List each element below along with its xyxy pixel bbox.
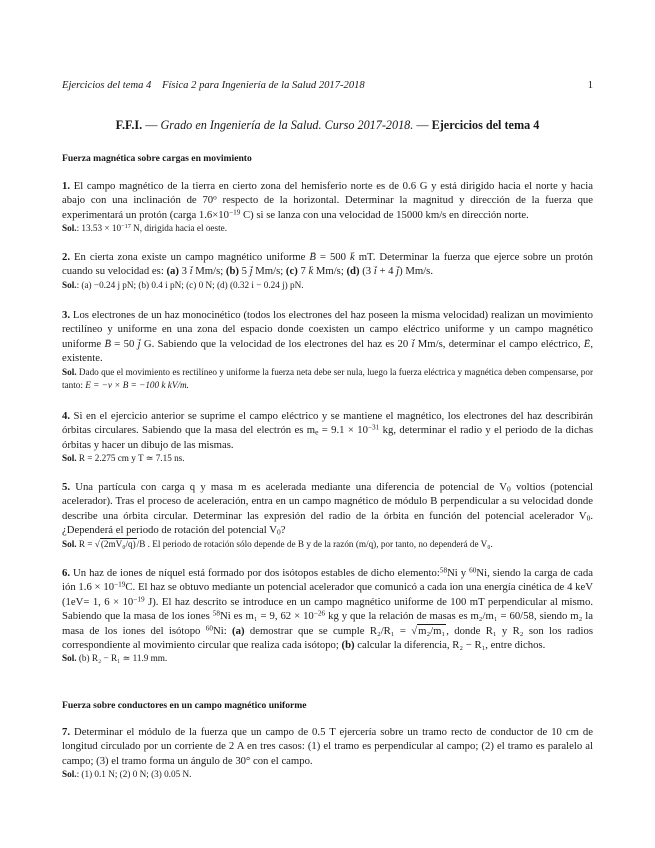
page-number: 1 [587,80,593,91]
section-heading-1: Fuerza magnética sobre cargas en movimiento [62,153,252,164]
problem-2: 2. En cierta zona existe un campo magnético uniforme → B = 500 → k mT. Determinar la fuerza que ejerce sobre un protón cuando su velocidad es: (a) 3 → i Mm/s; (b) 5 → j Mm/s; (c) 7 → k Mm/s; (d) (3 → i + 4 → j) Mm/s. Sol.: (a) −0.24 j pN; (b) 0.4 i pN; (c) 0 N; (d) (0.32 i − 0.24 j) pN. [62,250,593,292]
title-course: Grado en Ingeniería de la Salud. Curso 2017-2018. [160,118,414,132]
problem-5: 5. Una partícula con carga q y masa m es acelerada mediante una diferencia de potencial de $V_0$ voltios (potencial acelerador). Tras el proceso de aceleración, entra en un campo magnético de módulo B perpendicular a su velocidad donde describe una órbita circular. Determinar las expresión del radio de la órbita en función del potencial acelerador $V_0$. ¿Dependerá el periodo de rotación del potencial $V_0$? Sol. R = √(2mV₀/q)/B . El periodo de rotación sólo depende de B y de la razón (m/q), por tanto, no dependerá de V₀. [62,481,593,549]
running-head-left: Ejercicios del tema 4 [62,80,152,91]
problem-3: 3. Los electrones de un haz monocinético (todos los electrones del haz poseen la misma velocidad) realizan un movimiento rectilíneo y uniforme en una zona del espacio donde coexisten un campo eléctrico uniforme y un campo magnético uniforme → B = 50 → j G. Sabiendo que la velocidad de los electrones del haz es 20 → i Mm/s, determinar el campo eléctrico, → E, existente. Sol. Dado que el movimiento es rectilíneo y uniforme la fuerza neta debe ser nula, luego la fuerza eléctrica y magnética deben compensarse, por tanto: E = −v × B = −100 k kV/m. [62,308,593,392]
section-heading-2: Fuerza sobre conductores en un campo magnético uniforme [62,700,307,711]
title-org: F.F.I. [115,118,143,132]
document-title: F.F.I. — Grado en Ingeniería de la Salud. Curso 2017-2018. — Ejercicios del tema 4 [115,118,540,132]
problem-6: 6. Un haz de iones de níquel está formado por dos isótopos estables de dicho elemento:$^{58}$Ni y $^{60}$Ni, siendo la carga de cada ión $1.6 \times 10^{-19}C$. El haz se obtuvo mediante un potencial acelerador que comunicó a cada ion una energía cinética de 4 keV (1eV= 1, $6 \times 10^{-19}$ J). El haz descrito se introduce en un campo magnético uniforme de 100 mT perpendicular al mismo. Sabiendo que la masa de los iones $^{58}$Ni es m₁ = 9, $62 \times 10^{-26}$ kg y que la relación de masas es m₂/m₁ = 60/58, siendo m₂ la masa de los iones del isótopo $^{60}$Ni: (a) demostrar que se cumple R₂/R₁ = √m₂/m₁, donde R₁ y R₂ son los radios correspondiente al movimiento circular que realiza cada isótopo; (b) calcular la diferencia, R₂ − R₁, entre dichos. Sol. (b) R₂ − R₁ ≃ 11.9 mm. [62,566,594,664]
solution-5: Sol. R = √(2mV₀/q)/B . El periodo de rotación sólo depende de B y de la razón (m/q), por tanto, no dependerá de V₀. [62,538,493,549]
solution-2: Sol.: (a) −0.24 j pN; (b) 0.4 i pN; (c) 0 N; (d) (0.32 i − 0.24 j) pN. [62,279,304,290]
solution-6: Sol. (b) R₂ − R₁ ≃ 11.9 mm. [62,653,168,664]
running-head [62,79,593,92]
running-head-course: Física 2 para Ingeniería de la Salud 2017-2018 [162,80,365,91]
problem-1: 1. El campo magnético de la tierra en cierto zona del hemisferio norte es de 0.6 G y está dirigido hacia el norte y hacia abajo con una inclinación de 70$^o$ respecto de la horizontal. Determinar la magnitud y dirección de la fuerza que experimentará un protón (carga $1.6\times 10^{-19}$ C) si se lanza con una velocidad de 15000 km/s en dirección norte. Sol.: $13.53 \times 10^{-17}$ N, dirigida hacia el oeste. [62,180,594,234]
solution-4: Sol. R = 2.275 cm y T ≃ 7.15 ns. [62,453,185,464]
problem-4: 4. Si en el ejercicio anterior se suprime el campo eléctrico y se mantiene el magnético, los electrones del haz describirán órbitas circulares. Sabiendo que la masa del electrón es $m_e = 9.1 \times 10^{-31}$ kg, determinar el radio y el periodo de la dichas órbitas y hacer un dibujo de las mismas. Sol. R = 2.275 cm y T ≃ 7.15 ns. [62,410,593,464]
solution-7: Sol.: (1) 0.1 N; (2) 0 N; (3) 0.05 N. [62,769,192,780]
solution-1: Sol.: $13.53 \times 10^{-17}$ N, dirigida hacia el oeste. [62,223,228,234]
title-topic: Ejercicios del tema 4 [431,118,540,132]
solution-3: Sol. Dado que el movimiento es rectilíneo y uniforme la fuerza neta debe ser nula, luego la fuerza eléctrica y magnética deben compensarse, por tanto: E = −v × B = −100 k kV/m. [62,366,593,390]
problem-7: 7. Determinar el módulo de la fuerza que un campo de 0.5 T ejercería sobre un tramo recto de conductor de 10 cm de longitud circulado por un corriente de 2 A en tres casos: (1) el tramo es perpendicular al campo; (2) el tramo es paralelo al campo; (3) el tramo forma un ángulo de 30° con el campo. Sol.: (1) 0.1 N; (2) 0 N; (3) 0.05 N. [62,726,593,780]
